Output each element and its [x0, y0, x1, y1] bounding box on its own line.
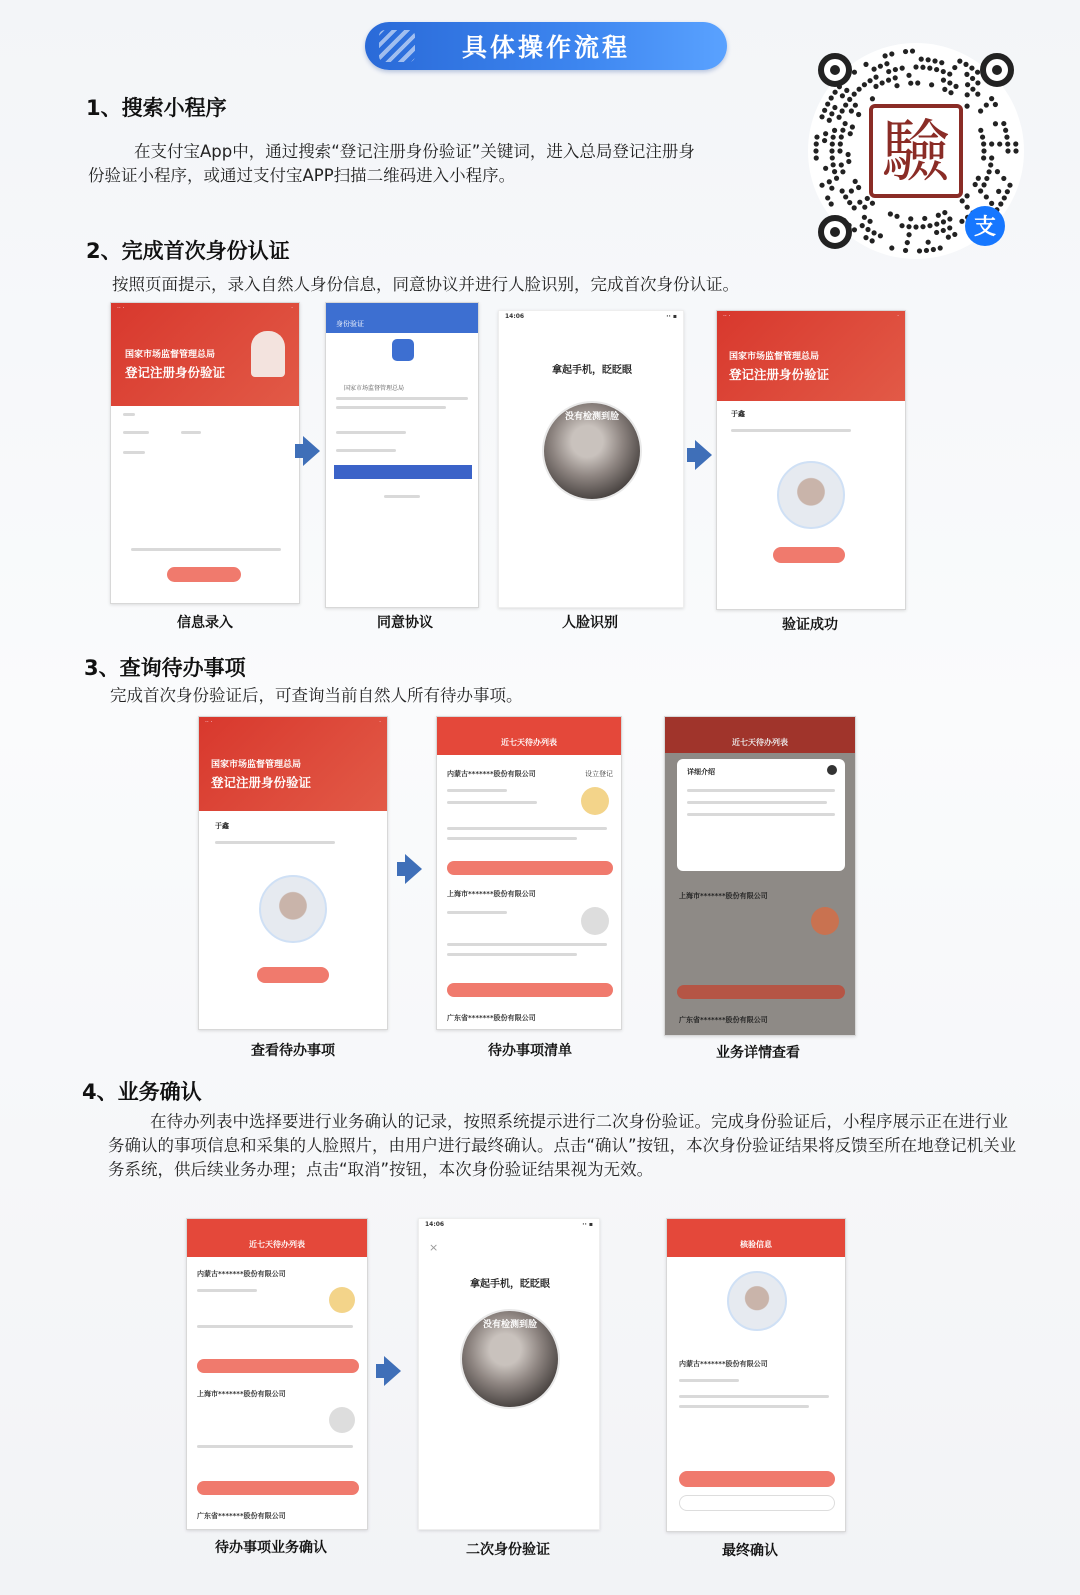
- qr-dot: [900, 66, 905, 71]
- qr-dot: [978, 128, 983, 133]
- qr-dot: [920, 224, 925, 229]
- qr-dot: [926, 57, 931, 62]
- qr-dot: [975, 92, 980, 97]
- qr-dot: [843, 102, 848, 107]
- qr-dot: [946, 235, 951, 240]
- qr-dot: [894, 83, 899, 88]
- qr-dot: [986, 169, 991, 174]
- qr-dot: [871, 230, 876, 235]
- face-status: 没有检测到脸: [564, 412, 619, 422]
- qr-dot: [988, 162, 993, 167]
- caption-view-todo: 查看待办事项: [251, 1043, 335, 1059]
- qr-dot: [843, 194, 848, 199]
- section3-body: 完成首次身份验证后，可查询当前自然人所有待办事项。: [110, 686, 523, 705]
- qr-dot: [831, 162, 836, 167]
- qr-dot: [963, 62, 968, 67]
- qr-dot: [1005, 141, 1010, 146]
- detail-dialog: [677, 759, 845, 871]
- qr-dot: [965, 82, 970, 87]
- qr-dot: [853, 103, 858, 108]
- qr-dot: [913, 224, 918, 229]
- qr-dot: [969, 65, 974, 70]
- qr-dot: [993, 121, 998, 126]
- qr-dot: [984, 194, 989, 199]
- caption-second-verify: 二次身份验证: [466, 1542, 550, 1558]
- title-banner: [365, 22, 727, 70]
- qr-dot: [975, 70, 980, 75]
- qr-dot: [870, 201, 875, 206]
- qr-dot: [934, 230, 939, 235]
- qr-dot: [852, 227, 857, 232]
- qr-dot: [984, 102, 989, 107]
- section2-heading: 2、完成首次身份认证: [86, 239, 290, 263]
- qr-dot: [1013, 141, 1018, 146]
- qr-dot: [862, 82, 867, 87]
- qr-dot: [857, 200, 862, 205]
- qr-dot: [848, 131, 853, 136]
- qr-dot: [905, 240, 910, 245]
- qr-dot: [959, 219, 964, 224]
- qr-dot: [871, 67, 876, 72]
- qr-dot: [917, 248, 922, 253]
- qr-dot: [882, 53, 887, 58]
- qr-dot: [947, 71, 952, 76]
- qr-dot: [830, 141, 835, 146]
- caption-consent: 同意协议: [377, 615, 433, 631]
- screen-face-recognition: 14:06 ·· ▪ 拿起手机，眨眨眼 没有检测到脸: [498, 310, 684, 608]
- qr-dot: [964, 193, 969, 198]
- qr-dot: [899, 223, 904, 228]
- qr-dot: [975, 80, 980, 85]
- qr-dot: [924, 248, 929, 253]
- qr-dot: [886, 69, 891, 74]
- qr-dot: [832, 169, 837, 174]
- qr-dot: [865, 227, 870, 232]
- qr-dot: [1001, 121, 1006, 126]
- qr-dot: [1002, 195, 1007, 200]
- qr-dot: [813, 148, 818, 153]
- qr-dot: [844, 88, 849, 93]
- qr-dot: [839, 134, 844, 139]
- qr-dot: [926, 240, 931, 245]
- qr-dot: [832, 128, 837, 133]
- qr-dot: [829, 186, 834, 191]
- qr-dot: [934, 67, 939, 72]
- qr-dot: [948, 90, 953, 95]
- section4-heading: 4、业务确认: [82, 1080, 202, 1104]
- qr-dot: [850, 124, 855, 129]
- qr-dot: [965, 92, 970, 97]
- qr-dot: [906, 73, 911, 78]
- qr-dot: [825, 101, 830, 106]
- qr-dot: [919, 57, 924, 62]
- user-avatar: [777, 461, 845, 529]
- qr-dot: [1004, 135, 1009, 140]
- qr-dot: [832, 90, 837, 95]
- qr-dot: [978, 108, 983, 113]
- qr-dot: [998, 201, 1003, 206]
- caption-business-detail: 业务详情查看: [716, 1045, 800, 1061]
- qr-dot: [908, 216, 913, 221]
- qr-dot: [840, 169, 845, 174]
- qr-dot: [984, 176, 989, 181]
- qr-dot: [947, 216, 952, 221]
- qr-dot: [819, 183, 824, 188]
- qr-dot: [889, 51, 894, 56]
- qr-dot: [846, 159, 851, 164]
- qr-dot: [920, 65, 925, 70]
- banner-title: 具体操作流程: [461, 33, 630, 62]
- qr-dot: [931, 247, 936, 252]
- qr-dot: [978, 188, 983, 193]
- qr-dot: [836, 115, 841, 120]
- qr-dot: [814, 155, 819, 160]
- qr-dot: [993, 102, 998, 107]
- caption-todo-confirm: 待办事项业务确认: [215, 1540, 327, 1556]
- qr-dot: [839, 162, 844, 167]
- view-todo-button[interactable]: [257, 967, 329, 983]
- qr-dot: [1005, 189, 1010, 194]
- qr-dot: [893, 75, 898, 80]
- qr-dot: [908, 81, 913, 86]
- screen-verified: ·· · · 国家市场监督管理总局 登记注册身份验证 于鑫: [716, 310, 906, 610]
- face-prompt: 拿起手机，眨眨眼: [552, 365, 632, 376]
- qr-dot: [857, 87, 862, 92]
- qr-dot: [903, 49, 908, 54]
- qr-dot: [840, 128, 845, 133]
- qr-dot: [852, 92, 857, 97]
- qr-dot: [884, 61, 889, 66]
- qr-dot: [942, 87, 947, 92]
- qr-dot: [827, 118, 832, 123]
- qr-dot: [894, 214, 899, 219]
- agree-button[interactable]: [334, 465, 472, 479]
- qr-dot: [941, 78, 946, 83]
- qr-dot: [840, 188, 845, 193]
- qr-dot: [878, 64, 883, 69]
- app-org-name: 国家市场监督管理总局: [125, 350, 216, 360]
- qr-dot: [913, 64, 918, 69]
- qr-dot: [823, 131, 828, 136]
- qr-dot: [829, 148, 834, 153]
- qr-dot: [936, 213, 941, 218]
- section2-body: 按照页面提示，录入自然人身份信息，同意协议并进行人脸识别，完成首次身份认证。: [112, 275, 739, 294]
- qr-dot: [981, 141, 986, 146]
- qr-dot: [856, 112, 861, 117]
- qr-dot: [981, 148, 986, 153]
- qr-dot: [829, 201, 834, 206]
- qr-dot: [941, 219, 946, 224]
- qr-dot: [830, 155, 835, 160]
- arrow-right-icon: [384, 1356, 401, 1386]
- screen-todo-list: 近七天待办列表 内蒙古*******股份有限公司 设立登记 上海市*******股份有限公司 广东省*******股份有限公司: [436, 716, 622, 1030]
- qr-dot: [867, 219, 872, 224]
- section3-heading: 3、查询待办事项: [84, 656, 246, 680]
- confirm-button[interactable]: [679, 1471, 835, 1487]
- qr-dot: [819, 114, 824, 119]
- qr-dot: [927, 223, 932, 228]
- qr-dot: [831, 135, 836, 140]
- qr-dot: [862, 205, 867, 210]
- qr-dot: [825, 195, 830, 200]
- seal-glyph: 驗: [881, 113, 951, 192]
- section1-heading: 1、搜索小程序: [86, 96, 227, 120]
- caption-todo-list: 待办事项清单: [488, 1043, 572, 1059]
- qr-dot: [1001, 176, 1006, 181]
- qr-dot: [822, 138, 827, 143]
- qr-dot: [853, 179, 858, 184]
- confirm-title: 核验信息: [667, 1219, 845, 1257]
- qr-dot: [942, 210, 947, 215]
- qr-dot: [838, 141, 843, 146]
- qr-dot: [814, 141, 819, 146]
- qr-dot: [997, 141, 1002, 146]
- user-name: 于鑫: [731, 410, 745, 418]
- screen-second-verify: 14:06 ·· ▪ × 拿起手机，眨眨眼 没有检测到脸: [418, 1218, 600, 1530]
- qr-dot: [852, 205, 857, 210]
- qr-dot: [840, 108, 845, 113]
- qr-dot: [970, 76, 975, 81]
- qr-dot: [873, 84, 878, 89]
- qr-dot: [863, 62, 868, 67]
- qr-dot: [837, 148, 842, 153]
- close-icon[interactable]: [827, 765, 837, 775]
- qr-dot: [880, 80, 885, 85]
- qr-dot: [862, 215, 867, 220]
- qr-dot: [843, 121, 848, 126]
- qr-dot: [929, 82, 934, 87]
- caption-info-entry: 信息录入: [177, 615, 233, 631]
- qr-dot: [939, 60, 944, 65]
- qr-dot: [922, 216, 927, 221]
- view-todo-button[interactable]: [773, 547, 845, 563]
- caption-final-confirm: 最终确认: [722, 1543, 778, 1559]
- qr-dot: [1005, 148, 1010, 153]
- qr-dot: [906, 224, 911, 229]
- arrow-right-icon: [405, 854, 422, 884]
- arrow-right-icon: [303, 436, 320, 466]
- screen-final-confirm: 核验信息 内蒙古*******股份有限公司: [666, 1218, 846, 1532]
- alipay-badge-text: 支: [973, 215, 997, 240]
- screen-consent: [325, 302, 479, 608]
- qr-dot: [829, 95, 834, 100]
- qr-dot: [976, 176, 981, 181]
- qr-dot: [893, 67, 898, 72]
- qr-dot: [989, 96, 994, 101]
- qr-dot: [832, 105, 837, 110]
- qr-dot: [829, 111, 834, 116]
- qr-dot: [910, 48, 915, 53]
- miniprogram-qr-code: [805, 40, 1027, 262]
- qr-dot: [973, 182, 978, 187]
- qr-dot: [870, 238, 875, 243]
- qr-dot: [989, 201, 994, 206]
- caption-face-recognition: 人脸识别: [562, 615, 618, 631]
- qr-dot: [840, 93, 845, 98]
- qr-dot: [903, 248, 908, 253]
- qr-dot: [814, 134, 819, 139]
- qr-dot: [957, 59, 962, 64]
- qr-dot: [849, 188, 854, 193]
- qr-dot: [834, 176, 839, 181]
- app-title: 登记注册身份验证: [125, 365, 226, 380]
- qr-dot: [888, 211, 893, 216]
- section1-body: 在支付宝App中，通过搜索“登记注册身份验证”关键词，进入总局登记注册身份验证小程序，或通过支付宝APP扫描二维码进入小程序。: [88, 142, 695, 185]
- qr-dot: [947, 225, 952, 230]
- qr-dot: [863, 235, 868, 240]
- qr-dot: [860, 223, 865, 228]
- qr-dot: [847, 200, 852, 205]
- qr-dot: [989, 141, 994, 146]
- qr-dot: [856, 185, 861, 190]
- qr-dot: [852, 70, 857, 75]
- qr-dot: [970, 87, 975, 92]
- qr-dot: [889, 245, 894, 250]
- qr-dot: [865, 196, 870, 201]
- qr-dot: [906, 232, 911, 237]
- qr-dot: [1007, 183, 1012, 188]
- qr-dot: [964, 72, 969, 77]
- qr-dot: [995, 169, 1000, 174]
- qr-dot: [938, 245, 943, 250]
- screen-info-entry: ·· · · 国家市场监督管理总局 登记注册身份验证: [110, 302, 300, 604]
- qr-dot: [1003, 128, 1008, 133]
- qr-dot: [878, 233, 883, 238]
- close-icon[interactable]: ×: [429, 1241, 439, 1254]
- qr-dot: [952, 65, 957, 70]
- qr-dot: [932, 58, 937, 63]
- qr-dot: [947, 80, 952, 85]
- consent-header: 身份验证: [326, 303, 478, 333]
- caption-verified: 验证成功: [782, 617, 838, 633]
- qr-dot: [845, 152, 850, 157]
- screen-view-todo: ·· · · 国家市场监督管理总局 登记注册身份验证 于鑫: [198, 716, 388, 1030]
- arrow-right-icon: [695, 440, 712, 470]
- qr-dot: [952, 232, 957, 237]
- qr-dot: [827, 179, 832, 184]
- qr-dot: [847, 97, 852, 102]
- qr-dot: [849, 108, 854, 113]
- todo-list-title: 近七天待办列表: [437, 717, 621, 755]
- qr-dot: [964, 104, 969, 109]
- qr-dot: [873, 75, 878, 80]
- qr-dot: [941, 228, 946, 233]
- qr-dot: [965, 205, 970, 210]
- cancel-button[interactable]: [679, 1495, 835, 1511]
- qr-dot: [934, 221, 939, 226]
- screen-business-detail: 近七天待办列表 详细介绍 上海市*******股份有限公司 广东省*******股份有限公司: [664, 716, 856, 1036]
- qr-dot: [823, 166, 828, 171]
- confirm-business-button[interactable]: [447, 861, 613, 875]
- screen-todo-confirm: 近七天待办列表 内蒙古*******股份有限公司 上海市*******股份有限公司 广东省*******股份有限公司: [186, 1218, 368, 1530]
- consent-org: 国家市场监督管理总局: [344, 385, 405, 392]
- qr-dot: [867, 78, 872, 83]
- qr-dot: [886, 78, 891, 83]
- qr-dot: [989, 155, 994, 160]
- qr-dot: [822, 108, 827, 113]
- qr-dot: [927, 66, 932, 71]
- qr-dot: [941, 69, 946, 74]
- qr-dot: [981, 182, 986, 187]
- qr-dot: [1013, 148, 1018, 153]
- qr-dot: [915, 80, 920, 85]
- qr-dot: [953, 84, 958, 89]
- qr-dot: [960, 198, 965, 203]
- qr-dot: [870, 96, 875, 101]
- qr-dot: [980, 134, 985, 139]
- qr-dot: [996, 189, 1001, 194]
- detail-title: 详细介绍: [687, 768, 715, 776]
- section4-body: 在待办列表中选择要进行业务确认的记录，按照系统提示进行二次身份验证。完成身份验证后，小程序展示正在进行业务确认的事项信息和采集的人脸照片，由用户进行最终确认。点击“确认”按钮，本次身份验证结果将反馈至所在地登记机关业务系统，供后续业务办理；点击“取消”按钮，本次身份验证结果视为无效。: [108, 1112, 1017, 1179]
- qr-dot: [981, 155, 986, 160]
